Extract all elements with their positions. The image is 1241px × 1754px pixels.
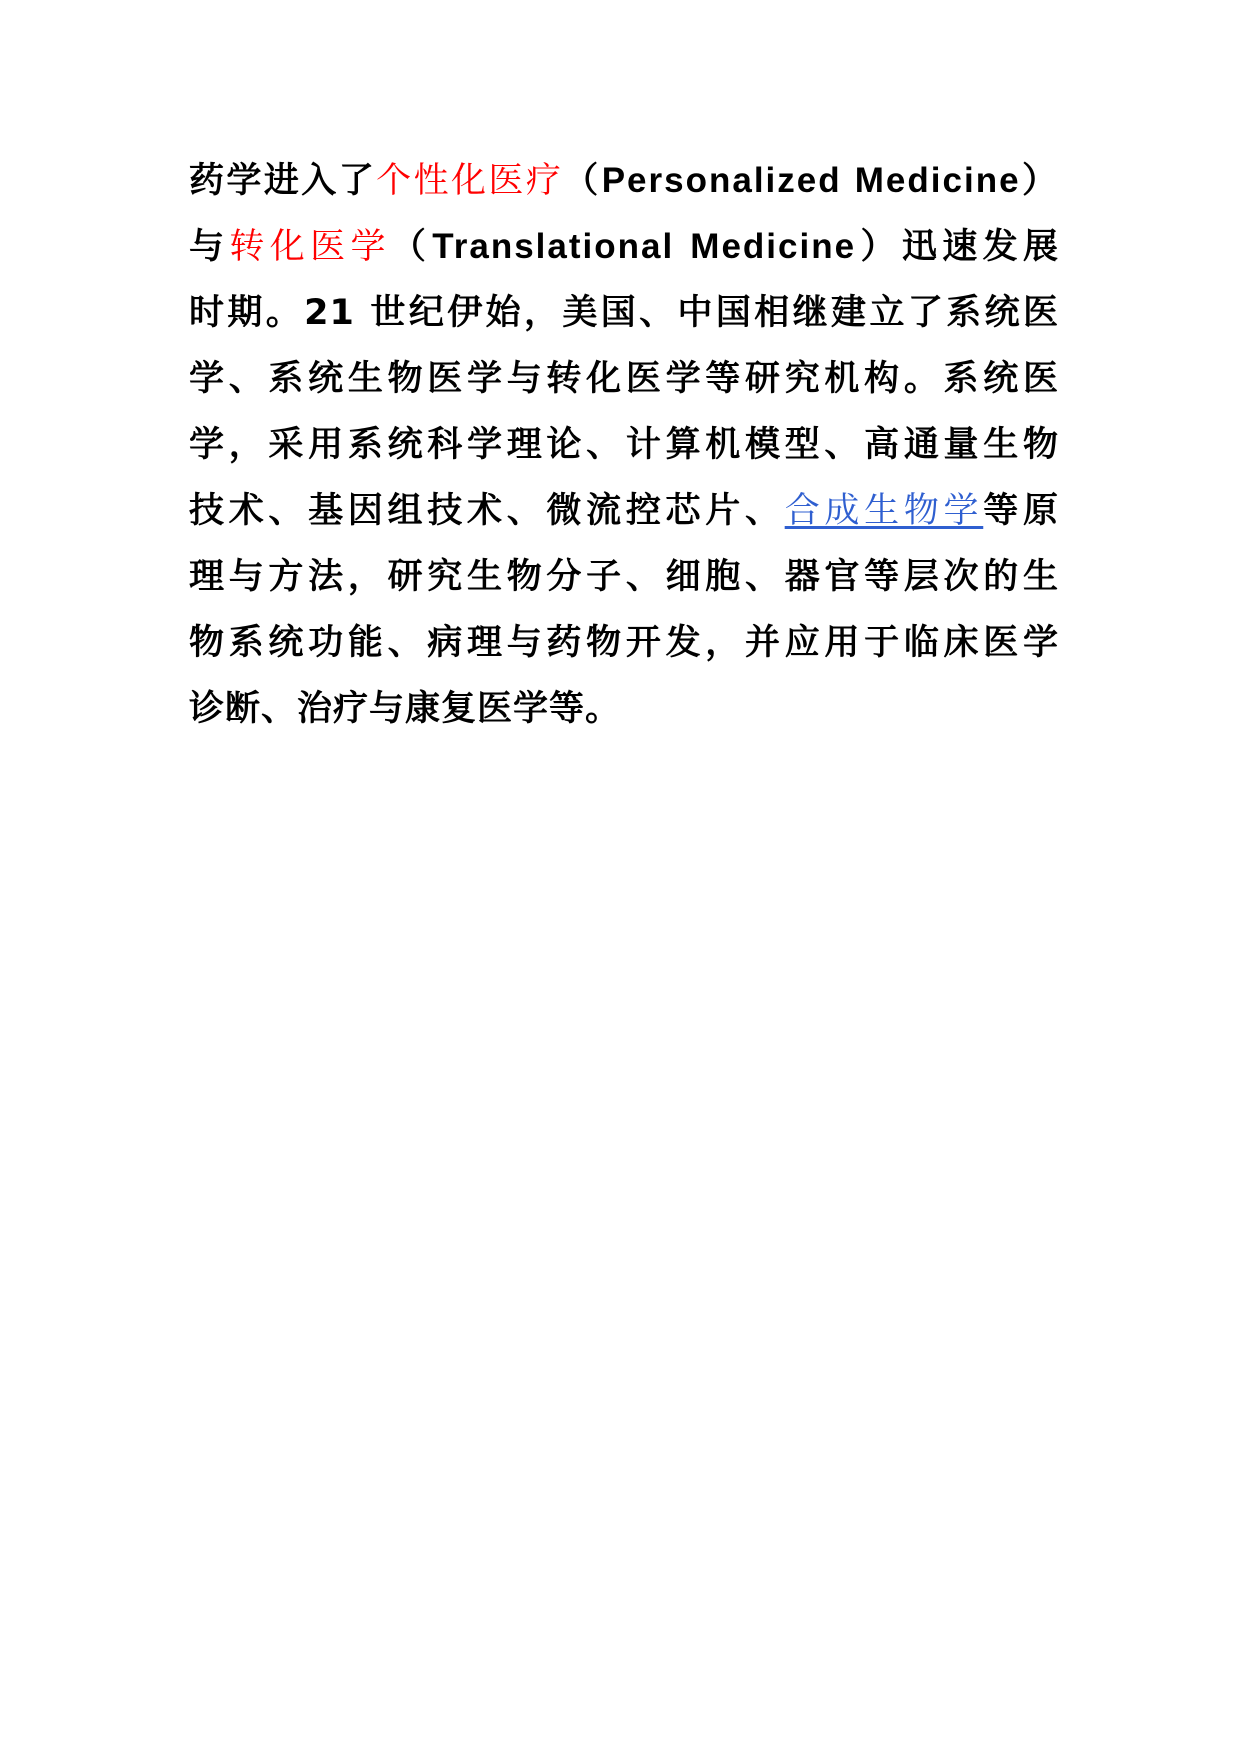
text-segment: 与 [189,227,230,267]
text-segment: 迅速发展 [901,227,1059,267]
text-line-3 [189,280,1059,346]
text-line-2 [189,214,1059,280]
text-line-1 [189,148,1059,214]
text-line-8 [189,610,1059,676]
text-segment: 物系统功能、病理与药物开发，并应用于临床医学 [189,623,1059,663]
text-segment: 诊断、治疗与康复医学等。 [189,689,622,729]
text-segment: 药学进入了 [189,161,377,201]
text-segment: 技术、基因组技术、微流控芯片、 [189,491,785,531]
english-term-personalized-medicine: （Personalized Medicine） [563,161,1059,200]
term-translational-medicine: 转化医学 [229,227,391,267]
text-segment: 时期。21 世纪伊始，美国、中国相继建立了系统医 [189,293,1059,333]
text-line-9 [189,676,1059,742]
text-segment: 学，采用系统科学理论、计算机模型、高通量生物 [189,425,1059,465]
english-term-translational-medicine: （Translational Medicine） [390,227,902,266]
text-line-6 [189,478,1059,544]
text-line-4 [189,346,1059,412]
text-segment: 理与方法，研究生物分子、细胞、器官等层次的生 [189,557,1059,597]
text-line-5 [189,412,1059,478]
text-segment: 等原 [983,491,1059,531]
synthetic-biology-link[interactable]: 合成生物学 [784,491,984,531]
paragraph [189,148,1059,742]
text-line-7 [189,544,1059,610]
text-segment: 学、系统生物医学与转化医学等研究机构。系统医 [189,359,1059,399]
term-personalized-medicine: 个性化医疗 [376,161,564,201]
